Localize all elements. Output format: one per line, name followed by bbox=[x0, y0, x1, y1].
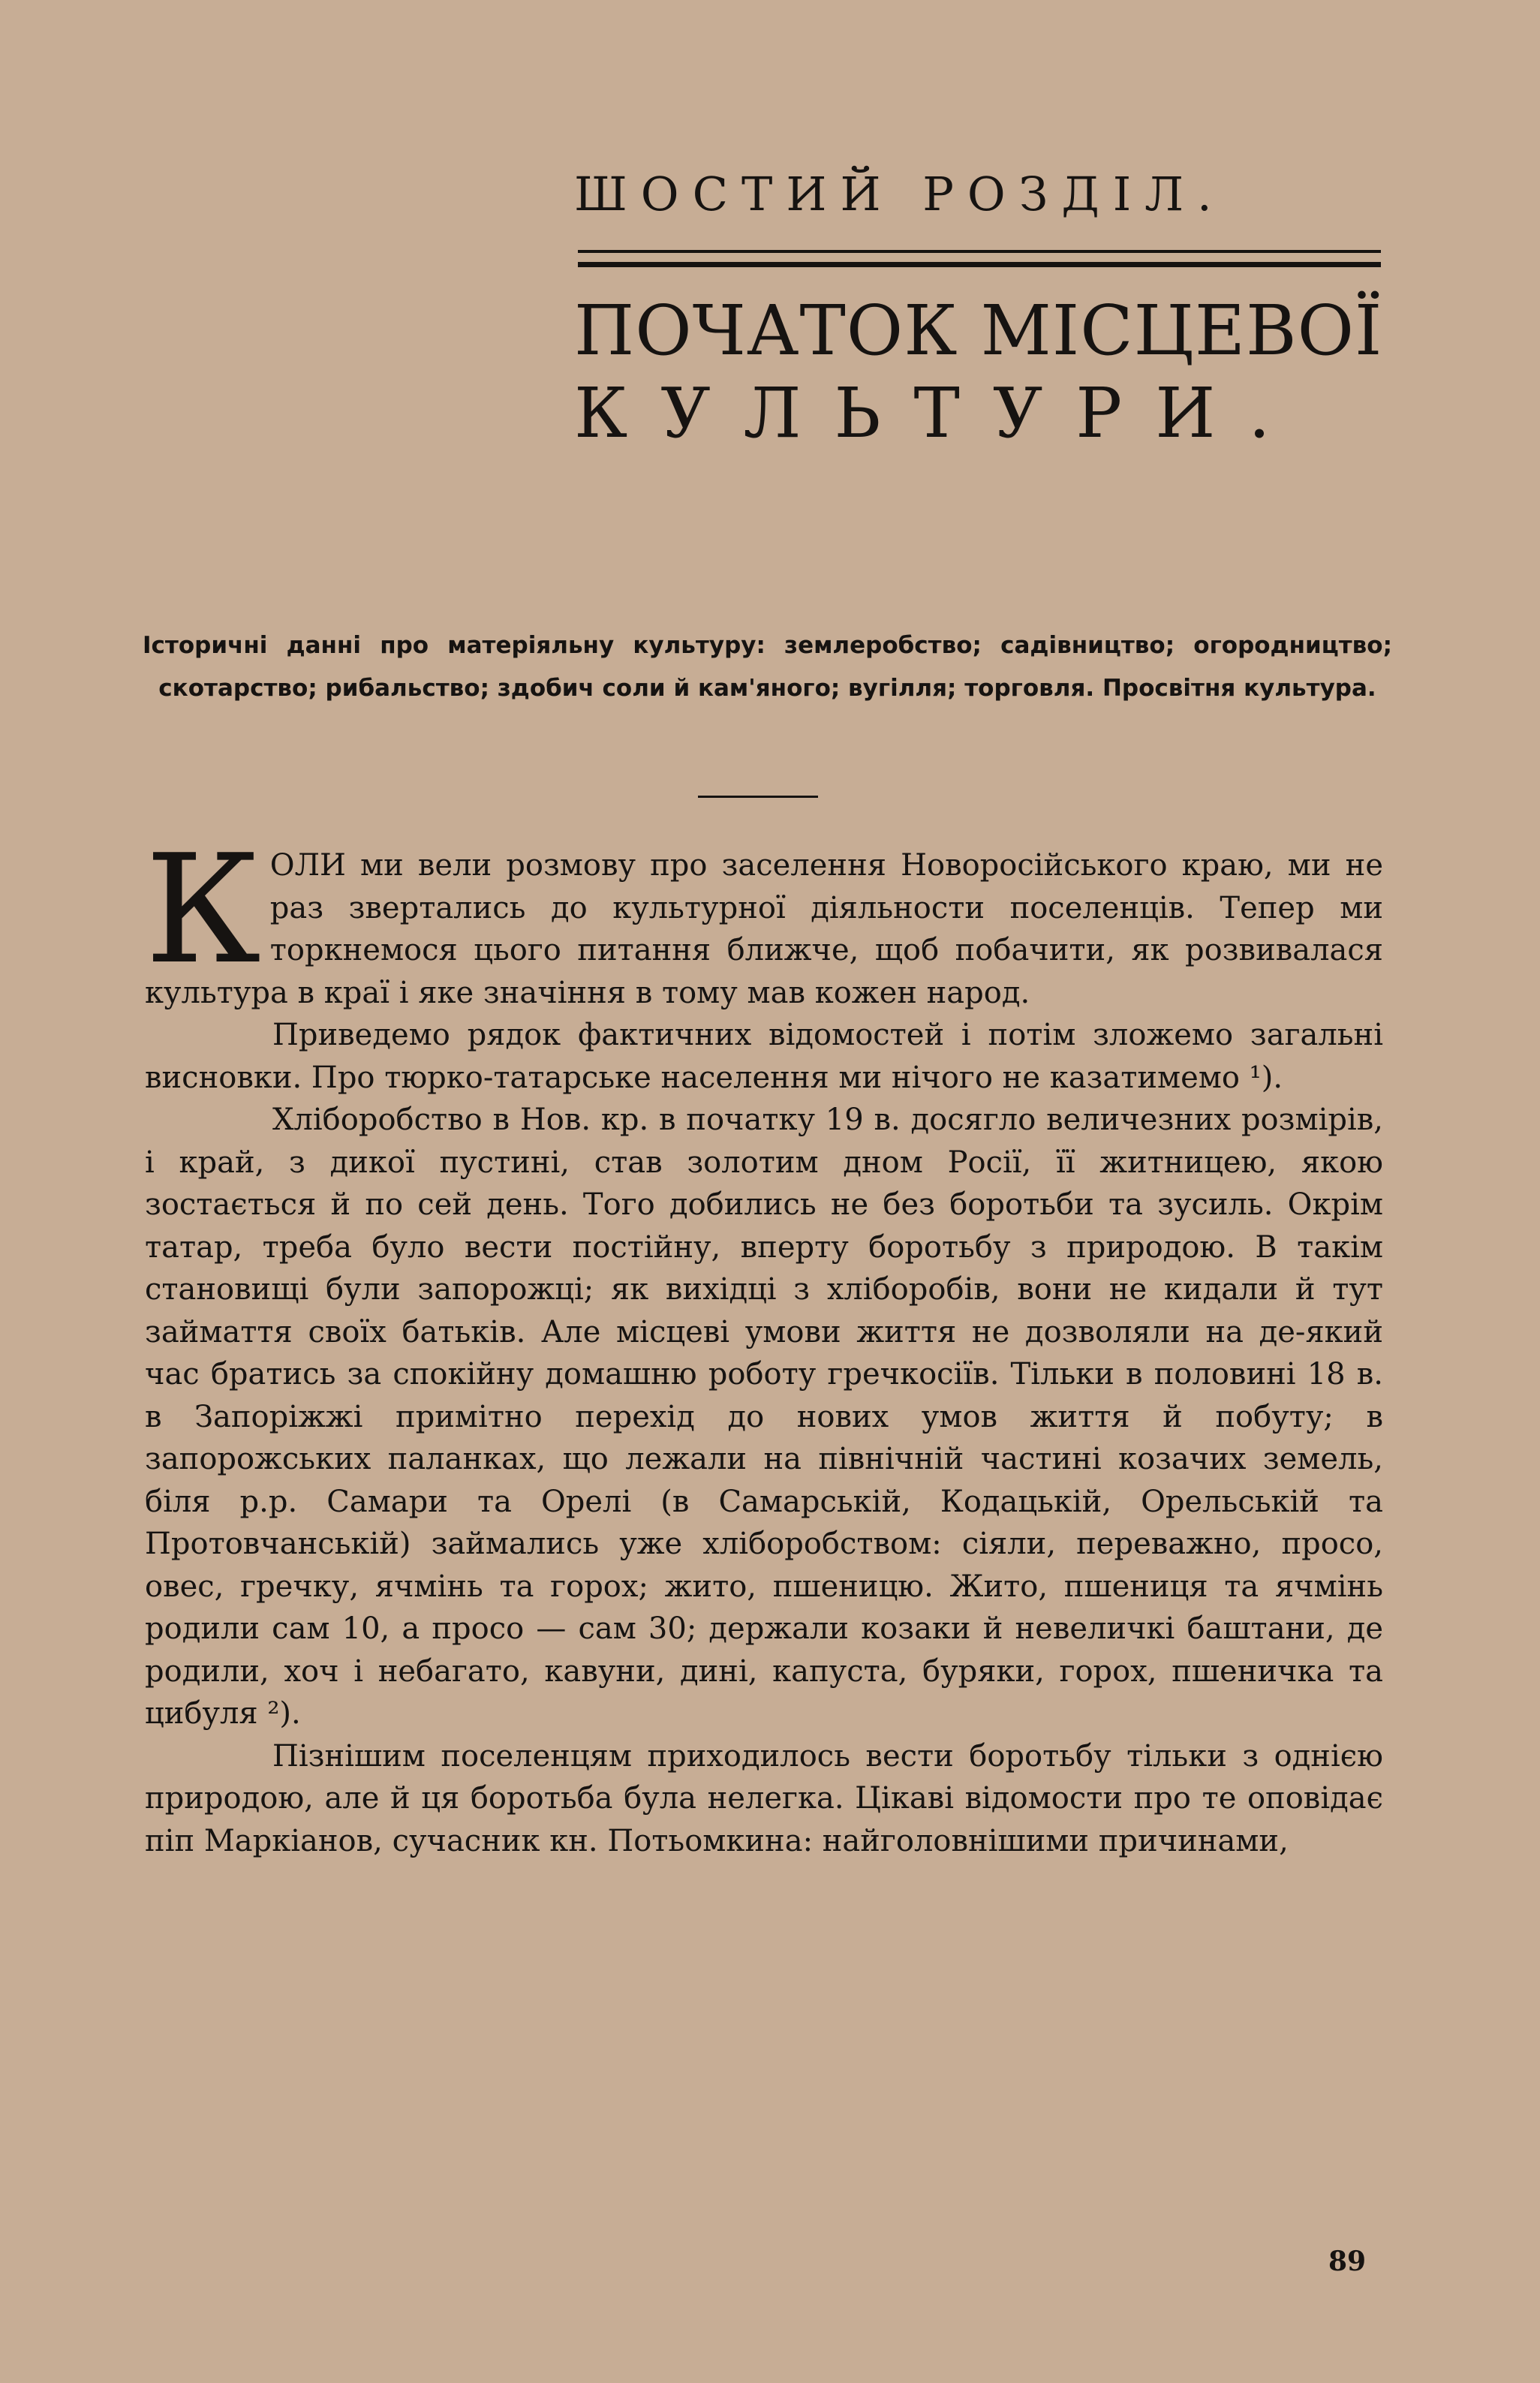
chapter-title-line-2: КУЛЬТУРИ. bbox=[574, 373, 1304, 453]
drop-cap: К bbox=[145, 823, 261, 997]
chapter-summary: Історичні данні про матеріяльну культуру: землеробство; садівництво; огородництво; скотарство; рибальство; здобич соли й кам'яного; вугілля; торговля. Просвітня культура. bbox=[143, 632, 1392, 702]
page-number: 89 bbox=[1328, 2246, 1367, 2277]
paragraph-4: Пізнішим поселенцям приходилось вести боротьбу тільки з однією природою, але й ця боротьба була нелегка. Цікаві відомости про те оповідає піп Маркіанов, сучасник кн. Потьомкина: найголовнішими причинами, bbox=[145, 1738, 1383, 1858]
section-divider bbox=[698, 796, 818, 798]
paragraph-1-text: ОЛИ ми вели розмову про заселення Новоросійського краю, ми не раз звертались до культурної діяльности поселенців. Тепер ми торкнемося цього питання ближче, щоб побачити, як розвивалася культура в краї і яке значіння в тому мав кожен народ. bbox=[145, 848, 1383, 1010]
body-text bbox=[145, 823, 1383, 1862]
heading-rule-thin bbox=[578, 250, 1381, 253]
chapter-title-line-1: ПОЧАТОК МІСЦЕВОЇ bbox=[574, 290, 1383, 371]
chapter-heading: ШОСТИЙ РОЗДІЛ. bbox=[574, 167, 1226, 221]
heading-rule-thick bbox=[578, 262, 1381, 267]
paragraph-1 bbox=[145, 823, 1383, 1014]
paragraph-2: Приведемо рядок фактичних відомостей і потім зложемо загальні висновки. Про тюрко-татарське населення ми нічого не казатимемо ¹). bbox=[145, 1018, 1383, 1095]
paragraph-3: Хліборобство в Нов. кр. в початку 19 в. досягло величезних розмірів, і край, з дикої пустині, став золотим дном Росії, її житницею, якою зостається й по сей день. Того добились не без боротьби та зусиль. Окрім татар, треба було вести постійну, вперту боротьбу з природою. В такім становищі були запорожці; як вихідці з хліборобів, вони не кидали й тут займаття своїх батьків. Але місцеві умови життя не дозволяли на де-який час братись за спокійну домашню роботу гречкосіїв. Тільки в половині 18 в. в Запоріжжі примітно перехід до нових умов життя й побуту; в запорожських паланках, що лежали на північній частині козачих земель, біля р.р. Самари та Орелі (в Самарській, Кодацькій, Орельській та Протовчанській) займались уже хліборобством: сіяли, переважно, просо, овес, гречку, ячмінь та горох; жито, пшеницю. Жито, пшениця та ячмінь родили сам 10, а просо — сам 30; держали козаки й невеличкі баштани, де родили, хоч і небагато, кавуни, дині, капуста, буряки, горох, пшеничка та цибуля ²). bbox=[145, 1103, 1383, 1731]
